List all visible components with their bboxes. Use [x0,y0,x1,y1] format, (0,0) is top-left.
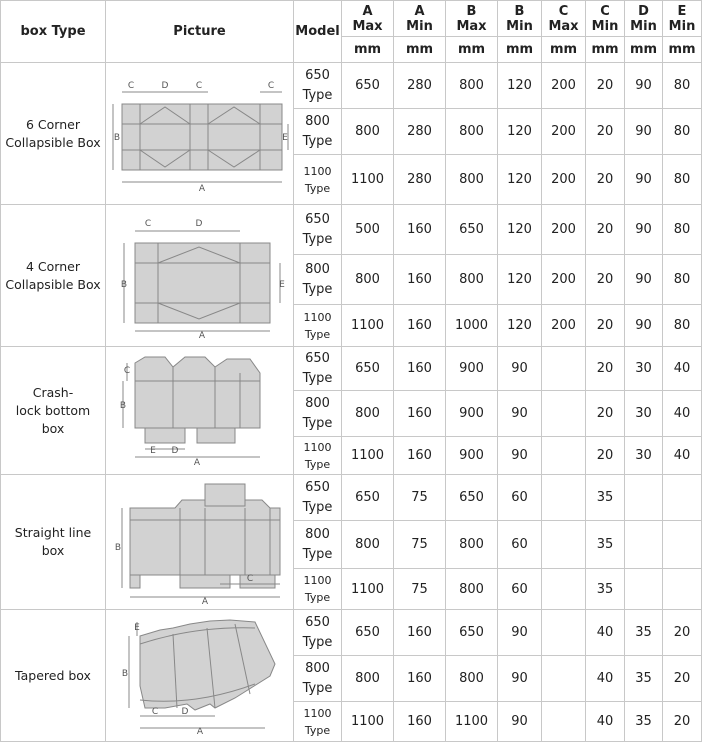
value-cell: 650 [342,610,394,656]
value-cell: 900 [446,347,498,391]
model-size: 800 [305,113,330,129]
model-type: Type [304,181,331,195]
model-type: Type [302,231,333,247]
model-size: 1100 [303,164,332,178]
svg-text:A: A [198,331,205,338]
value-cell: 60 [498,475,542,521]
value-cell [542,391,586,437]
svg-text:A: A [201,596,208,605]
model-type: Type [304,327,331,341]
value-cell [542,656,586,702]
svg-text:C: C [123,366,130,376]
value-cell: 120 [498,205,542,255]
model-type: Type [304,591,331,604]
model-type: Type [304,723,331,737]
value-cell: 800 [446,569,498,610]
value-cell: 60 [498,521,542,569]
value-cell: 40 [586,702,625,742]
model-size: 800 [305,261,330,277]
unit-cell: mm [542,37,586,63]
model-size: 1100 [303,706,332,720]
straight-line-box-diagram [110,480,290,605]
value-cell [542,475,586,521]
svg-text:C: C [267,80,274,91]
header-b-min: B Min [498,1,542,37]
model-size: 650 [305,479,330,495]
value-cell: 20 [586,305,625,347]
box-type-cell [1,205,106,347]
model-size: 800 [305,660,330,676]
model-type: Type [302,87,333,103]
value-cell: 20 [586,347,625,391]
value-cell: 160 [394,205,446,255]
value-cell: 90 [498,702,542,742]
value-cell: 1100 [342,305,394,347]
value-cell: 280 [394,155,446,205]
value-cell: 160 [394,702,446,742]
model-cell [294,475,342,521]
value-cell: 1000 [446,305,498,347]
value-cell: 200 [542,155,586,205]
model-type: Type [302,281,333,297]
value-cell: 20 [586,437,625,475]
value-cell: 800 [342,656,394,702]
value-cell: 20 [663,702,702,742]
model-size: 1100 [303,574,332,587]
value-cell: 800 [446,109,498,155]
svg-text:A: A [193,458,200,468]
value-cell: 120 [498,305,542,347]
value-cell: 900 [446,391,498,437]
svg-text:E: E [278,280,285,290]
value-cell: 20 [663,656,702,702]
value-cell: 20 [586,205,625,255]
unit-cell: mm [498,37,542,63]
svg-text:D: D [161,80,168,91]
value-cell: 650 [342,475,394,521]
box-type-name: 4 Corner [26,258,80,274]
value-cell: 200 [542,305,586,347]
value-cell: 80 [663,109,702,155]
value-cell: 40 [586,656,625,702]
model-size: 1100 [303,310,332,324]
value-cell: 1100 [342,569,394,610]
box-type-name: 6 Corner [26,116,80,132]
box-type-name-line2: Collapsible Box [5,276,101,292]
value-cell [663,475,702,521]
header-c-min: C Min [586,1,625,37]
value-cell: 1100 [342,437,394,475]
model-cell [294,347,342,391]
header-model: Model [294,1,342,63]
unit-cell: mm [586,37,625,63]
value-cell: 80 [663,155,702,205]
svg-text:E: E [149,446,156,456]
box-type-name-line2: lock bottom box [15,402,91,436]
header-a-min: A Min [394,1,446,37]
value-cell: 800 [342,391,394,437]
value-cell: 800 [446,255,498,305]
value-cell: 90 [625,205,663,255]
value-cell [542,702,586,742]
picture-cell [106,347,294,475]
value-cell: 200 [542,109,586,155]
value-cell: 30 [625,391,663,437]
value-cell: 90 [498,610,542,656]
value-cell: 280 [394,63,446,109]
value-cell: 20 [586,255,625,305]
value-cell: 120 [498,155,542,205]
value-cell: 80 [663,305,702,347]
picture-cell [106,475,294,610]
value-cell: 90 [498,656,542,702]
value-cell: 35 [586,521,625,569]
model-size: 650 [305,614,330,630]
model-cell [294,702,342,742]
box-type-cell [1,63,106,205]
value-cell: 120 [498,63,542,109]
header-picture: Picture [106,1,294,63]
header-row [1,1,702,37]
svg-text:D: D [171,446,178,456]
value-cell: 160 [394,656,446,702]
box-type-name: Crash- [32,384,74,400]
model-cell [294,205,342,255]
model-size: 800 [305,395,330,411]
value-cell [625,569,663,610]
box-type-name: Tapered box [15,667,91,683]
value-cell: 200 [542,63,586,109]
model-size: 1100 [303,440,332,454]
value-cell: 30 [625,347,663,391]
box-type-cell [1,475,106,610]
value-cell [625,475,663,521]
value-cell: 20 [586,155,625,205]
box-type-name-line2: box [41,543,65,558]
value-cell [542,569,586,610]
value-cell: 35 [586,569,625,610]
value-cell: 200 [542,255,586,305]
value-cell: 800 [446,656,498,702]
value-cell: 900 [446,437,498,475]
table-body [1,63,702,742]
unit-cell: mm [663,37,702,63]
value-cell: 90 [625,255,663,305]
value-cell: 800 [446,155,498,205]
box-type-name-line2: Collapsible Box [5,134,101,150]
value-cell [625,521,663,569]
model-cell [294,521,342,569]
model-cell [294,255,342,305]
value-cell: 35 [625,610,663,656]
value-cell: 20 [586,63,625,109]
value-cell: 160 [394,391,446,437]
table-row [1,475,702,521]
picture-cell [106,63,294,205]
model-cell [294,63,342,109]
value-cell: 650 [446,475,498,521]
value-cell: 160 [394,437,446,475]
header-a-max: A Max [342,1,394,37]
value-cell: 160 [394,610,446,656]
svg-text:B: B [114,542,121,553]
value-cell: 120 [498,255,542,305]
value-cell: 40 [586,610,625,656]
value-cell [542,610,586,656]
value-cell: 800 [342,521,394,569]
svg-text:D: D [181,706,188,717]
value-cell: 160 [394,347,446,391]
picture-cell [106,610,294,742]
value-cell: 160 [394,255,446,305]
model-cell [294,569,342,610]
table-row [1,63,702,109]
crash-lock-box-diagram [115,353,285,468]
value-cell: 75 [394,475,446,521]
unit-cell: mm [342,37,394,63]
value-cell: 60 [498,569,542,610]
picture-cell [106,205,294,347]
value-cell: 1100 [342,155,394,205]
model-type: Type [302,680,333,696]
value-cell: 35 [625,656,663,702]
value-cell: 90 [498,347,542,391]
model-type: Type [302,415,333,431]
value-cell: 75 [394,521,446,569]
value-cell: 40 [663,391,702,437]
model-cell [294,656,342,702]
header-b-max: B Max [446,1,498,37]
header-d-min: D Min [625,1,663,37]
value-cell: 650 [342,63,394,109]
value-cell: 20 [586,391,625,437]
unit-cell: mm [394,37,446,63]
value-cell: 650 [446,205,498,255]
value-cell: 1100 [446,702,498,742]
header-e-min: E Min [663,1,702,37]
unit-cell: mm [625,37,663,63]
box-type-cell [1,610,106,742]
model-type: Type [302,499,333,515]
svg-text:B: B [120,280,127,290]
svg-text:B: B [113,132,120,143]
table-row [1,347,702,391]
value-cell: 500 [342,205,394,255]
value-cell: 75 [394,569,446,610]
table-row [1,205,702,255]
four-corner-box-diagram [110,213,290,338]
svg-text:E: E [281,132,288,143]
svg-text:C: C [246,573,253,584]
box-type-name: Straight line [14,525,92,540]
svg-text:B: B [119,401,126,411]
value-cell: 35 [586,475,625,521]
value-cell: 20 [586,109,625,155]
value-cell: 800 [446,63,498,109]
svg-text:D: D [195,219,202,229]
model-cell [294,109,342,155]
model-cell [294,155,342,205]
value-cell [542,521,586,569]
svg-text:C: C [195,80,202,91]
model-cell [294,391,342,437]
value-cell [542,437,586,475]
value-cell [663,521,702,569]
header-box-type: box Type [1,1,106,63]
value-cell: 200 [542,205,586,255]
value-cell: 90 [498,391,542,437]
unit-cell: mm [446,37,498,63]
value-cell: 800 [446,521,498,569]
model-size: 650 [305,350,330,366]
svg-text:C: C [127,80,134,91]
value-cell: 40 [663,437,702,475]
model-type: Type [302,546,333,562]
model-cell [294,437,342,475]
value-cell: 160 [394,305,446,347]
value-cell: 90 [498,437,542,475]
value-cell: 90 [625,109,663,155]
model-type: Type [302,634,333,650]
table-row [1,610,702,656]
value-cell: 40 [663,347,702,391]
value-cell: 90 [625,305,663,347]
model-cell [294,305,342,347]
value-cell: 800 [342,255,394,305]
six-corner-box-diagram [110,74,290,194]
value-cell: 80 [663,63,702,109]
svg-text:C: C [144,219,151,229]
value-cell: 90 [625,63,663,109]
model-size: 800 [305,526,330,542]
svg-text:E: E [133,622,140,633]
tapered-box-diagram [115,616,285,736]
value-cell [542,347,586,391]
value-cell: 650 [342,347,394,391]
value-cell: 90 [625,155,663,205]
value-cell: 280 [394,109,446,155]
svg-text:A: A [198,183,205,194]
box-type-cell [1,347,106,475]
value-cell: 650 [446,610,498,656]
model-type: Type [302,370,333,386]
model-cell [294,610,342,656]
svg-text:C: C [151,706,158,717]
svg-text:A: A [196,726,203,736]
value-cell: 30 [625,437,663,475]
value-cell: 80 [663,205,702,255]
model-type: Type [302,133,333,149]
svg-text:B: B [121,668,128,679]
model-size: 650 [305,67,330,83]
model-size: 650 [305,211,330,227]
value-cell: 20 [663,610,702,656]
value-cell: 120 [498,109,542,155]
model-type: Type [304,457,331,471]
value-cell [663,569,702,610]
value-cell: 800 [342,109,394,155]
value-cell: 35 [625,702,663,742]
value-cell: 80 [663,255,702,305]
header-c-max: C Max [542,1,586,37]
value-cell: 1100 [342,702,394,742]
